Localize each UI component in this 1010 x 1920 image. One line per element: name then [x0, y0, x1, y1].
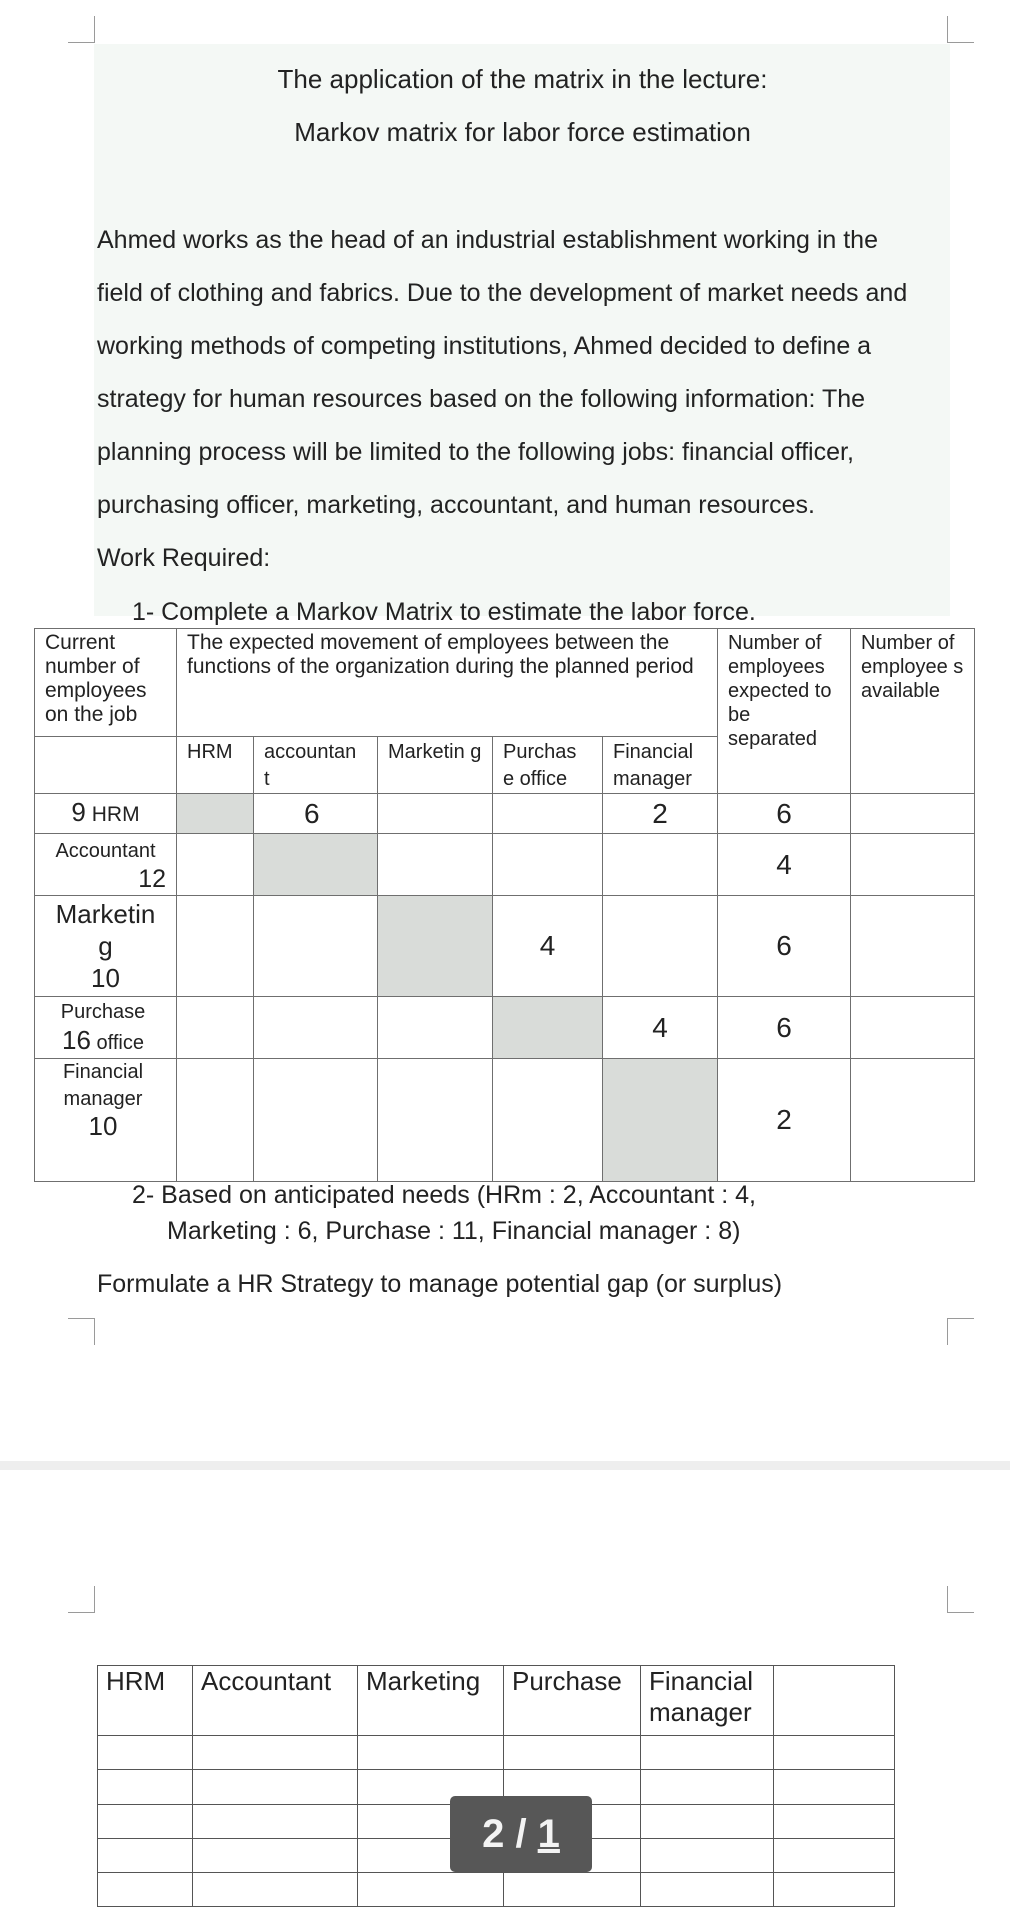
task-1-heading: 1- Complete a Markov Matrix to estimate the labor force. — [132, 598, 756, 626]
available-header: Number of employee s available — [851, 629, 975, 794]
page-corner-mark — [947, 1586, 974, 1613]
column-header: Financial manager — [603, 737, 718, 794]
page-corner-mark — [68, 1318, 95, 1345]
separated-cell: 4 — [718, 834, 851, 896]
page-corner-mark — [947, 16, 974, 43]
table-cell — [493, 997, 603, 1059]
table-cell: 2 — [603, 794, 718, 834]
document-subtitle: Markov matrix for labor force estimation — [294, 117, 751, 147]
page-corner-mark — [947, 1318, 974, 1345]
row-name: Financial manager — [62, 1061, 144, 1110]
table-cell — [254, 896, 378, 997]
table-cell — [177, 997, 254, 1059]
available-cell — [851, 896, 975, 997]
row-count: 16 — [62, 1025, 91, 1055]
table-cell — [493, 794, 603, 834]
table-cell — [378, 794, 493, 834]
table-cell — [254, 997, 378, 1059]
table-cell: 4 — [603, 997, 718, 1059]
table-cell — [493, 1059, 603, 1182]
row-count: 9 — [71, 797, 86, 827]
task-2-line-3: Formulate a HR Strategy to manage potential gap (or surplus) — [97, 1270, 783, 1298]
paragraph-line: working methods of competing institutions, Ahmed decided to define a — [97, 332, 872, 360]
table-row — [35, 896, 975, 997]
page-indicator — [450, 1796, 592, 1872]
paragraph-line: strategy for human resources based on the following information: The — [97, 385, 866, 413]
column-header: Financial manager — [641, 1666, 774, 1736]
available-cell — [851, 794, 975, 834]
row-name: Marketin g — [55, 899, 156, 961]
table-row — [35, 794, 975, 834]
table-row — [35, 997, 975, 1059]
page-current: 2 — [482, 1812, 505, 1856]
page-corner-mark — [68, 1586, 95, 1613]
row-name-line: Purchase — [60, 1001, 146, 1023]
table-row — [35, 834, 975, 896]
table-cell — [177, 896, 254, 997]
task-2-line-1: 2- Based on anticipated needs (HRm : 2, Accountant : 4, — [132, 1181, 756, 1209]
row-label: Purchase 16 office — [35, 997, 177, 1059]
row-count: 12 — [138, 864, 166, 893]
table-cell: 6 — [254, 794, 378, 834]
work-required-heading: Work Required: — [97, 544, 271, 572]
separated-cell: 2 — [718, 1059, 851, 1182]
available-cell — [851, 834, 975, 896]
table-cell — [378, 997, 493, 1059]
table-cell — [603, 896, 718, 997]
markov-matrix-table — [34, 628, 975, 1182]
table-cell: 4 — [493, 896, 603, 997]
task-2-line-2: Marketing : 6, Purchase : 11, Financial manager : 8) — [167, 1217, 741, 1245]
row-name: Accountant — [55, 839, 156, 862]
table-row — [98, 1736, 895, 1770]
column-header: Marketin g — [378, 737, 493, 794]
document-title: The application of the matrix in the lecture: — [277, 64, 768, 94]
column-header — [774, 1666, 895, 1736]
table-row — [98, 1872, 895, 1906]
column-header: accountan t — [254, 737, 378, 794]
page-corner-mark — [68, 16, 95, 43]
row-name: HRM — [91, 803, 140, 826]
table-cell — [493, 834, 603, 896]
paragraph-line: planning process will be limited to the following jobs: financial officer, — [97, 438, 854, 466]
separated-cell: 6 — [718, 896, 851, 997]
separated-header: Number of employees expected to be separated — [718, 629, 851, 794]
column-header: Marketing — [358, 1666, 504, 1736]
table-cell — [378, 834, 493, 896]
available-cell — [851, 1059, 975, 1182]
paragraph-line: Ahmed works as the head of an industrial establishment working in the — [97, 226, 878, 254]
column-header: Purchas e office — [493, 737, 603, 794]
separated-cell: 6 — [718, 794, 851, 834]
page-separator: / — [504, 1812, 538, 1856]
table-cell — [603, 1059, 718, 1182]
table-cell — [603, 834, 718, 896]
current-employees-header: Current number of employees on the job — [35, 629, 177, 737]
table-header-row — [98, 1666, 895, 1736]
row-count: 10 — [91, 963, 120, 993]
table-header-row — [35, 629, 975, 737]
table-cell — [378, 1059, 493, 1182]
table-cell — [378, 896, 493, 997]
table-cell — [254, 834, 378, 896]
page-total: 1 — [537, 1812, 560, 1856]
table-row — [35, 1059, 975, 1182]
row-label — [35, 1059, 177, 1182]
movement-header: The expected movement of employees between the functions of the organization during the planned period — [177, 629, 718, 737]
table-cell — [177, 834, 254, 896]
row-label — [35, 834, 177, 896]
column-header: Accountant — [193, 1666, 358, 1736]
page-divider — [0, 1461, 1010, 1470]
row-count: 10 — [88, 1111, 118, 1141]
paragraph-line: purchasing officer, marketing, accountant, and human resources. — [97, 491, 816, 519]
row-label — [35, 896, 177, 997]
table-cell — [254, 1059, 378, 1182]
column-header: Purchase — [504, 1666, 641, 1736]
table-cell — [177, 794, 254, 834]
row-label — [35, 794, 177, 834]
separated-cell: 6 — [718, 997, 851, 1059]
table-cell — [35, 737, 177, 794]
available-cell — [851, 997, 975, 1059]
table-cell — [177, 1059, 254, 1182]
paragraph-line: field of clothing and fabrics. Due to the development of market needs and — [97, 279, 908, 307]
column-header: HRM — [98, 1666, 193, 1736]
column-header: HRM — [177, 737, 254, 794]
